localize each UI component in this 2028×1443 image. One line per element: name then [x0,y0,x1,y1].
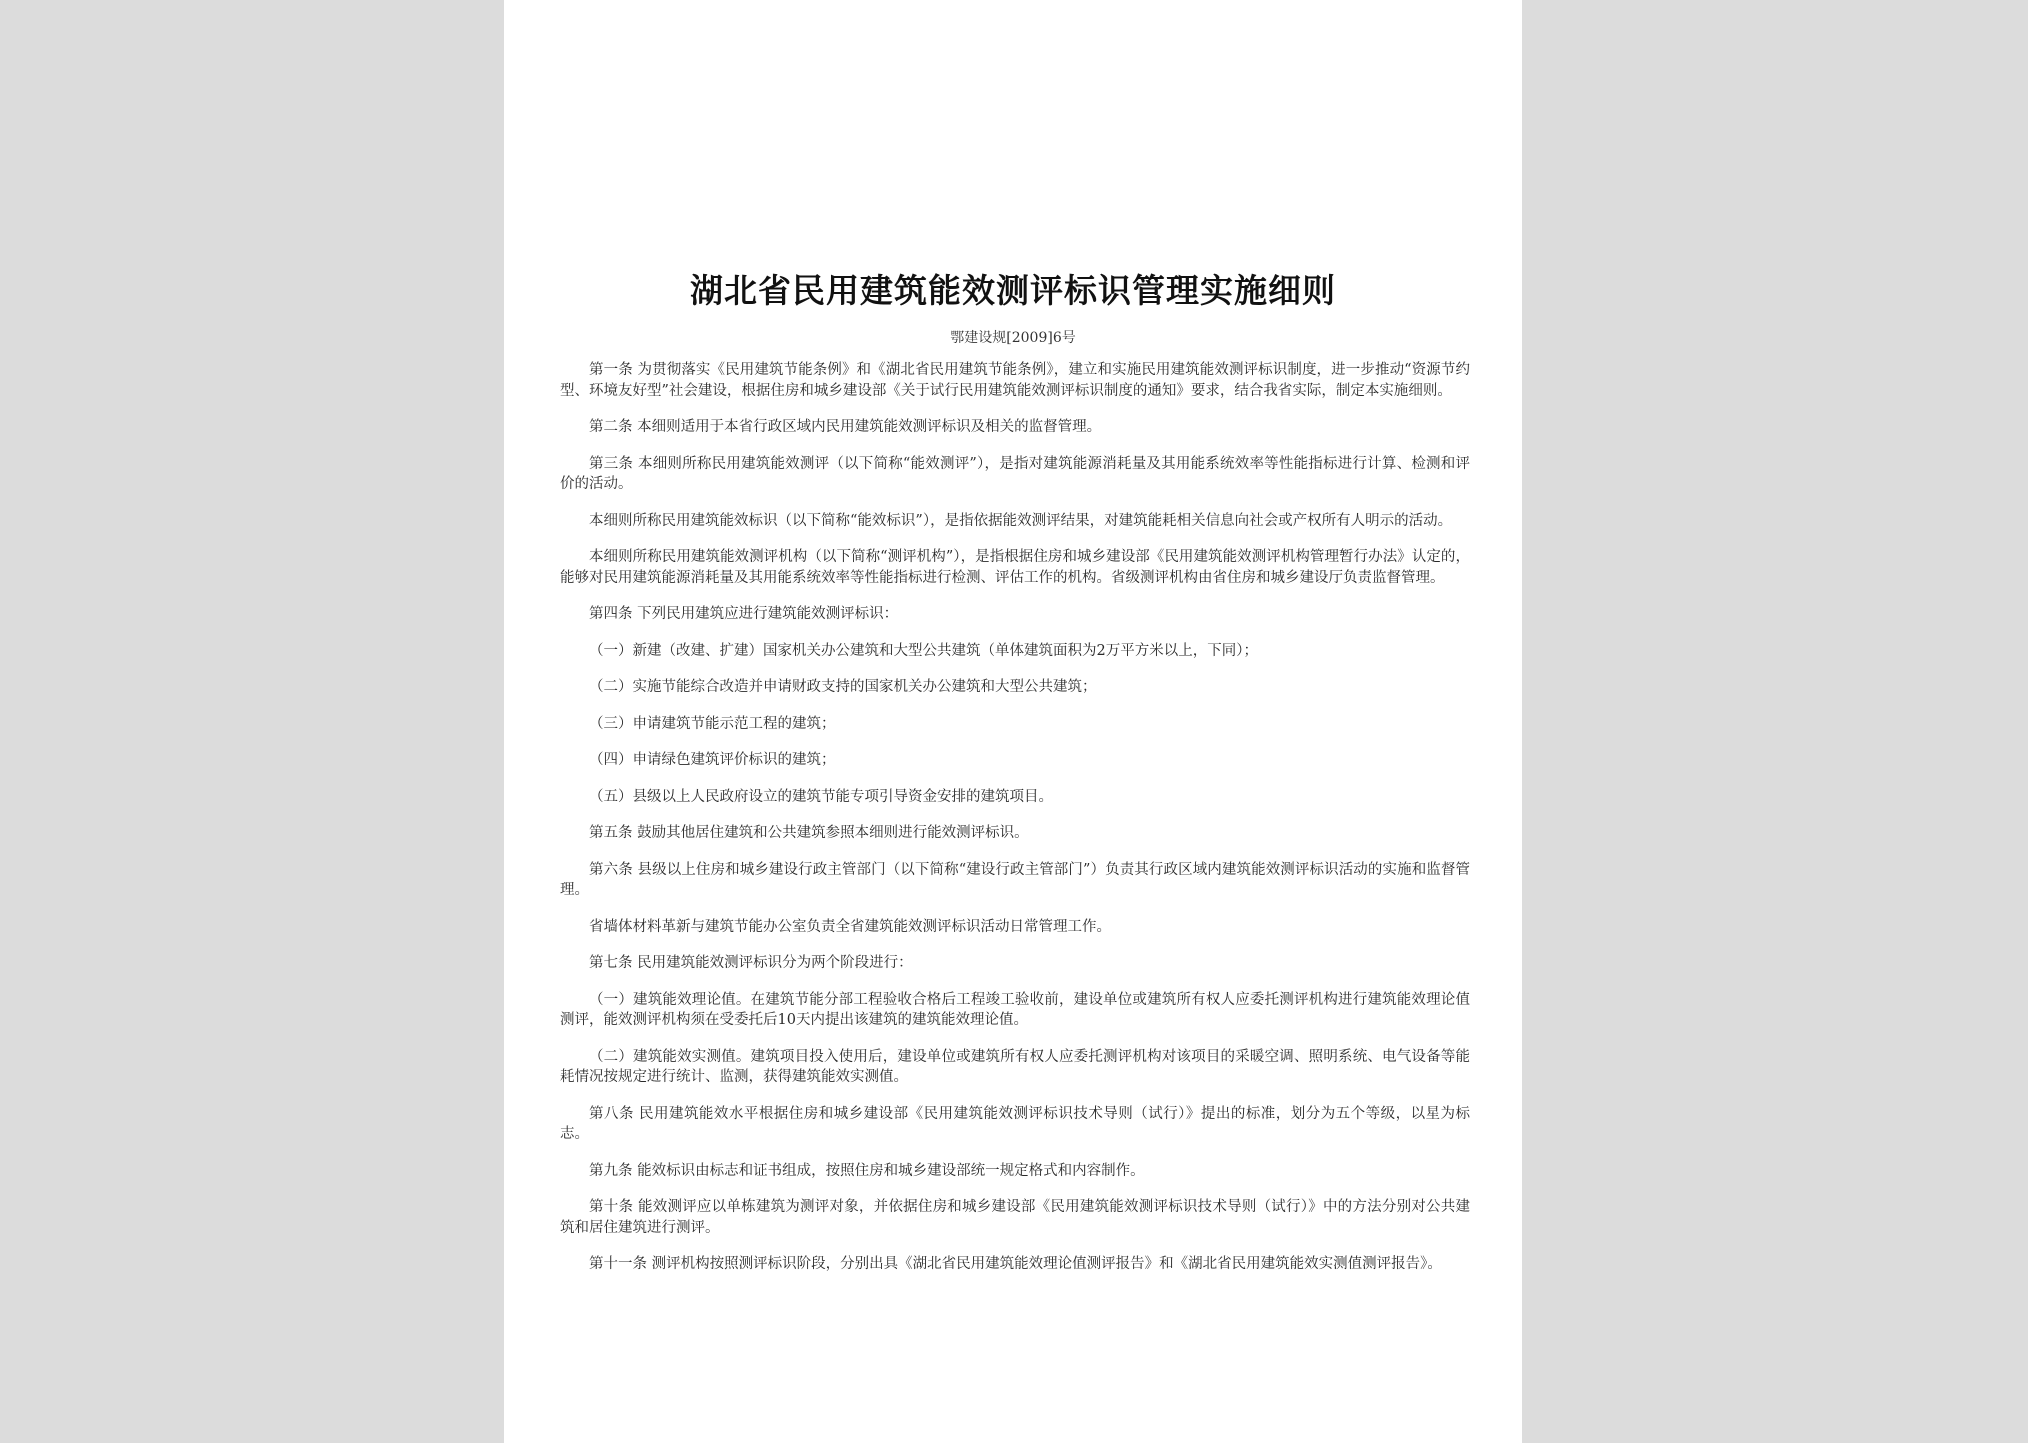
document-paragraph: 第一条 为贯彻落实《民用建筑节能条例》和《湖北省民用建筑节能条例》，建立和实施民用建筑能效测评标识制度，进一步推动“资源节约型、环境友好型”社会建设，根据住房和城乡建设部《关于试行民用建筑能效测评标识制度的通知》要求，结合我省实际，制定本实施细则。 [560,362,1470,399]
document-title: 湖北省民用建筑能效测评标识管理实施细则 [690,271,1336,310]
document-paragraph: 第四条 下列民用建筑应进行建筑能效测评标识： [589,606,899,622]
document-paragraph: 第八条 民用建筑能效水平根据住房和城乡建设部《民用建筑能效测评标识技术导则（试行）》提出的标准，划分为五个等级，以星为标志。 [560,1105,1470,1142]
document-number: 鄂建设规[2009]6号 [950,330,1076,346]
document-paragraph: 第十条 能效测评应以单栋建筑为测评对象，并依据住房和城乡建设部《民用建筑能效测评标识技术导则（试行）》中的方法分别对公共建筑和居住建筑进行测评。 [560,1199,1470,1236]
document-paragraph: （一）新建（改建、扩建）国家机关办公建筑和大型公共建筑（单体建筑面积为2万平方米以上，下同）； [589,642,1258,659]
document-paragraph: 第五条 鼓励其他居住建筑和公共建筑参照本细则进行能效测评标识。 [589,825,1029,841]
document-page [504,0,1522,1443]
document-paragraph: 第三条 本细则所称民用建筑能效测评（以下简称“能效测评”），是指对建筑能源消耗量及其用能系统效率等性能指标进行计算、检测和评价的活动。 [560,455,1470,492]
document-body [560,360,1470,1291]
document-paragraph: 第七条 民用建筑能效测评标识分为两个阶段进行： [589,955,913,971]
document-paragraph: 第十一条 测评机构按照测评标识阶段，分别出具《湖北省民用建筑能效理论值测评报告》和《湖北省民用建筑能效实测值测评报告》。 [589,1256,1442,1272]
document-paragraph: （二）实施节能综合改造并申请财政支持的国家机关办公建筑和大型公共建筑； [589,679,1097,695]
document-paragraph: 省墙体材料革新与建筑节能办公室负责全省建筑能效测评标识活动日常管理工作。 [589,918,1111,935]
document-paragraph: （五）县级以上人民政府设立的建筑节能专项引导资金安排的建筑项目。 [589,788,1053,805]
document-paragraph: （一）建筑能效理论值。在建筑节能分部工程验收合格后工程竣工验收前，建设单位或建筑所有权人应委托测评机构进行建筑能效理论值测评，能效测评机构须在受委托后10天内提出该建筑的建筑能效理论值。 [560,991,1470,1028]
document-paragraph: （四）申请绿色建筑评价标识的建筑； [589,752,836,768]
document-paragraph: （三）申请建筑节能示范工程的建筑； [589,715,836,732]
document-paragraph: 第九条 能效标识由标志和证书组成，按照住房和城乡建设部统一规定格式和内容制作。 [589,1162,1145,1179]
document-paragraph: 第二条 本细则适用于本省行政区域内民用建筑能效测评标识及相关的监督管理。 [589,419,1102,435]
document-paragraph: 本细则所称民用建筑能效测评机构（以下简称“测评机构”），是指根据住房和城乡建设部《民用建筑能效测评机构管理暂行办法》认定的，能够对民用建筑能源消耗量及其用能系统效率等性能指标进行检测、评估工作的机构。省级测评机构由省住房和城乡建设厅负责监督管理。 [560,549,1470,586]
document-paragraph: （二）建筑能效实测值。建筑项目投入使用后，建设单位或建筑所有权人应委托测评机构对该项目的采暖空调、照明系统、电气设备等能耗情况按规定进行统计、监测，获得建筑能效实测值。 [560,1048,1470,1085]
document-paragraph: 本细则所称民用建筑能效标识（以下简称“能效标识”），是指依据能效测评结果，对建筑能耗相关信息向社会或产权所有人明示的活动。 [589,512,1453,529]
document-paragraph: 第六条 县级以上住房和城乡建设行政主管部门（以下简称“建设行政主管部门”）负责其行政区域内建筑能效测评标识活动的实施和监督管理。 [560,861,1470,898]
